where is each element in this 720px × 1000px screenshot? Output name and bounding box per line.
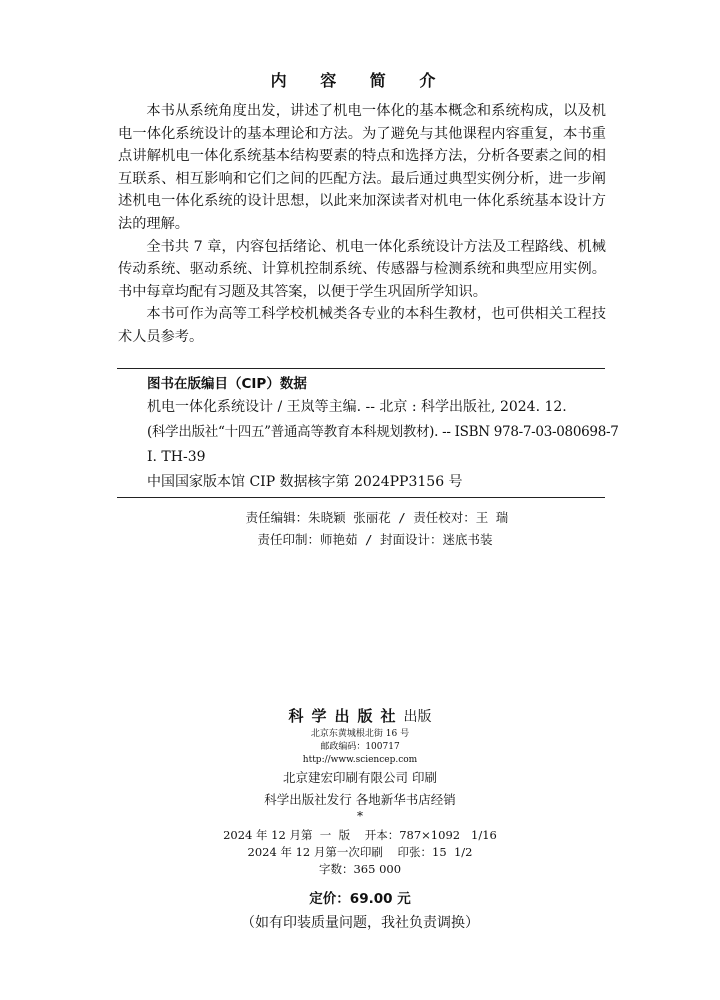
publisher-address: 北京东黄城根北街 16 号	[310, 729, 410, 739]
publisher-website: http://www.sciencep.com	[302, 755, 418, 765]
cip-line-1: 机电一体化系统设计 / 王岚等主编. -- 北京 : 科学出版社, 2024. 12.	[147, 399, 567, 415]
printing-line: 2024 年 12 月第一次印刷 印张：15 1/2	[247, 845, 473, 859]
cip-heading: 图书在版编目（CIP）数据	[147, 376, 307, 392]
staff-production: 责任印制：师艳茹 / 封面设计：迷底书装	[257, 532, 493, 547]
word-count: 字数：365 000	[318, 862, 402, 876]
summary-paragraph-3: 本书可作为高等工科学校机械类各专业的本科生教材，也可供相关工程技术人员参考。	[118, 306, 606, 345]
summary-paragraph-1: 本书从系统角度出发，讲述了机电一体化的基本概念和系统构成，以及机电一体化系统设计的基本理论和方法。为了避免与其他课程内容重复，本书重点讲解机电一体化系统基本结构要素的特点和选择方法，分析各要素之间的相互联系、相互影响和它们之间的匹配方法。最后通过典型实例分析，进一步阐述机电一体化系统的设计思想，以此来加深读者对机电一体化系统基本设计方法的理解。	[118, 103, 606, 232]
publisher-logo-text: 科学出版社	[288, 707, 404, 725]
publisher-name	[0, 705, 720, 728]
distribution-line: 科学出版社发行 各地新华书店经销	[264, 792, 456, 807]
publisher-postcode: 邮政编码：100717	[320, 742, 400, 752]
summary-paragraph-2: 全书共 7 章，内容包括绪论、机电一体化系统设计方法及工程路线、机械传动系统、驱动系统、计算机控制系统、传感器与检测系统和典型应用实例。书中每章均配有习题及其答案，以便于学生巩固所学知识。	[118, 238, 606, 300]
price: 定价：69.00 元	[309, 891, 411, 907]
cip-block	[117, 368, 619, 498]
separator-star: *	[357, 809, 363, 823]
staff-credits	[0, 507, 720, 551]
cip-line-2: (科学出版社“十四五”普通高等教育本科规划教材). -- ISBN 978-7-03-080698-7	[147, 424, 619, 440]
edition-line: 2024 年 12 月第 一 版 开本：787×1092 1/16	[223, 828, 497, 842]
publisher-info	[0, 705, 720, 878]
publisher-suffix: 出版	[403, 709, 432, 725]
cip-line-4: 中国国家版本馆 CIP 数据核字第 2024PP3156 号	[147, 474, 463, 490]
printer-line: 北京建宏印刷有限公司 印刷	[283, 770, 437, 785]
quality-note: （如有印装质量问题，我社负责调换）	[241, 915, 479, 931]
content-summary	[118, 100, 606, 349]
staff-editors: 责任编辑：朱晓颖 张丽花 / 责任校对：王 瑞	[245, 510, 509, 525]
cip-line-3: Ⅰ. TH-39	[147, 449, 206, 465]
page-title: 内 容 简 介	[270, 71, 450, 90]
